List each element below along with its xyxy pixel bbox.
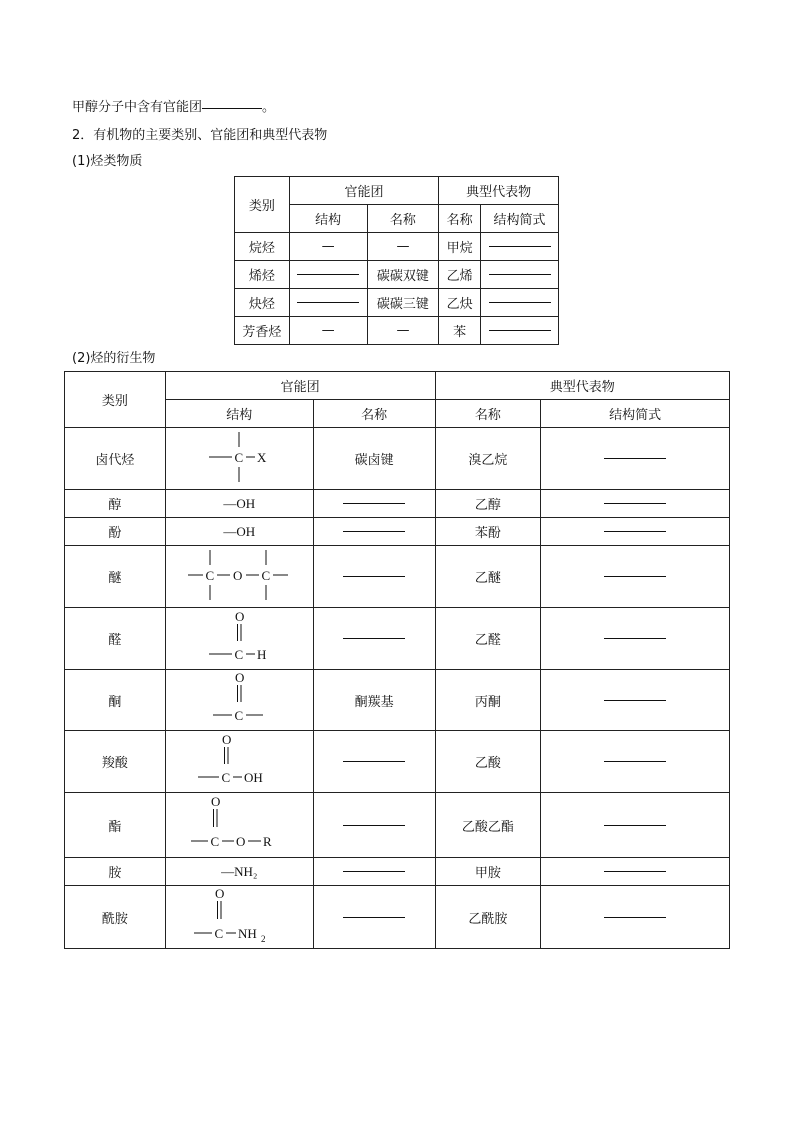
svg-text:O: O [233, 567, 243, 583]
ketone-formula [199, 670, 279, 726]
t2-structure: —OH [165, 518, 313, 546]
t2-category: 酯 [65, 793, 166, 858]
svg-text:O: O [235, 670, 245, 685]
svg-text:C: C [210, 834, 220, 849]
t1-row [235, 233, 559, 261]
intro-text: 甲醇分子中含有官能团 [72, 100, 203, 115]
t1-category: 烯烃 [235, 261, 290, 289]
intro-line [72, 96, 275, 115]
t1-structure-blank[interactable] [289, 261, 367, 289]
t2-rep: 乙醇 [435, 490, 541, 518]
t1-rep: 甲烷 [439, 233, 481, 261]
t2-row [65, 858, 730, 886]
t1-h-name: 名称 [367, 205, 439, 233]
svg-text:O: O [235, 608, 245, 624]
svg-text:X: X [257, 449, 267, 465]
t1-h-structure: 结构 [289, 205, 367, 233]
t2-rep: 丙酮 [435, 670, 541, 731]
t1-structure: — [289, 233, 367, 261]
t2-simple-blank[interactable] [541, 858, 730, 886]
t1-structure: — [289, 317, 367, 345]
t2-rep: 乙酸乙酯 [435, 793, 541, 858]
t1-rep: 乙烯 [439, 261, 481, 289]
t2-simple-blank[interactable] [541, 490, 730, 518]
t2-structure: —NH₂ [165, 858, 313, 886]
t2-row [65, 793, 730, 858]
t2-category: 胺 [65, 858, 166, 886]
t1-h-simple: 结构简式 [481, 205, 559, 233]
svg-text:H: H [257, 646, 267, 662]
t2-simple-blank[interactable] [541, 731, 730, 793]
t2-name-blank[interactable] [313, 518, 435, 546]
t2-category: 酚 [65, 518, 166, 546]
svg-text:C: C [234, 708, 244, 723]
section2-title: 2．有机物的主要类别、官能团和典型代表物 [72, 128, 328, 143]
t2-simple-blank[interactable] [541, 608, 730, 670]
aldehyde-formula [199, 609, 279, 665]
sub1-title: (1)烃类物质 [72, 154, 143, 169]
derivative-table [64, 371, 730, 949]
svg-text:R: R [263, 834, 272, 849]
t2-h-fg: 官能团 [165, 372, 435, 400]
svg-text:C: C [234, 646, 244, 662]
t2-row [65, 886, 730, 949]
hydrocarbon-table [234, 176, 559, 345]
svg-text:C: C [205, 567, 215, 583]
svg-text:O: O [222, 731, 232, 747]
t1-name: 碳碳双键 [367, 261, 439, 289]
svg-text:C: C [234, 449, 244, 465]
t1-h-category: 类别 [235, 177, 290, 233]
sub2-title: (2)烃的衍生物 [72, 351, 156, 366]
t2-structure-formula [165, 546, 313, 608]
t2-rep: 乙醚 [435, 546, 541, 608]
t1-simple-blank[interactable] [481, 233, 559, 261]
t2-simple-blank[interactable] [541, 793, 730, 858]
t2-row [65, 490, 730, 518]
t2-row [65, 608, 730, 670]
t2-category: 醇 [65, 490, 166, 518]
t2-row [65, 731, 730, 793]
carboxyl-formula [194, 732, 284, 788]
ester-formula [191, 794, 287, 852]
t2-name: 碳卤键 [313, 428, 435, 490]
t2-name-blank[interactable] [313, 886, 435, 949]
t2-structure-formula [165, 428, 313, 490]
intro-end: 。 [262, 100, 276, 115]
t2-category: 醛 [65, 608, 166, 670]
t2-structure-formula [165, 731, 313, 793]
t1-simple-blank[interactable] [481, 317, 559, 345]
t1-category: 烷烃 [235, 233, 290, 261]
t2-name-blank[interactable] [313, 490, 435, 518]
svg-text:O: O [236, 834, 246, 849]
t2-row [65, 518, 730, 546]
t2-rep: 乙酸 [435, 731, 541, 793]
t2-name-blank[interactable] [313, 608, 435, 670]
amide-formula [194, 886, 284, 944]
t2-rep: 苯酚 [435, 518, 541, 546]
t1-h-rep: 典型代表物 [439, 177, 559, 205]
t1-name: 碳碳三键 [367, 289, 439, 317]
t2-simple-blank[interactable] [541, 428, 730, 490]
t2-rep: 乙酰胺 [435, 886, 541, 949]
t2-row [65, 670, 730, 731]
t2-rep: 乙醛 [435, 608, 541, 670]
t2-simple-blank[interactable] [541, 886, 730, 949]
t2-simple-blank[interactable] [541, 546, 730, 608]
t2-rep: 溴乙烷 [435, 428, 541, 490]
t1-category: 炔烃 [235, 289, 290, 317]
svg-text:2: 2 [261, 934, 266, 944]
t2-name: 酮羰基 [313, 670, 435, 731]
svg-text:O: O [211, 794, 221, 809]
t2-h-rep-name: 名称 [435, 400, 541, 428]
t2-h-category: 类别 [65, 372, 166, 428]
t1-category: 芳香烃 [235, 317, 290, 345]
t1-simple-blank[interactable] [481, 261, 559, 289]
answer-blank [202, 107, 262, 109]
t2-structure-formula [165, 670, 313, 731]
t2-h-structure: 结构 [165, 400, 313, 428]
t1-simple-blank[interactable] [481, 289, 559, 317]
t2-h-rep: 典型代表物 [435, 372, 729, 400]
t1-row [235, 289, 559, 317]
t2-structure-formula [165, 608, 313, 670]
t1-name: — [367, 233, 439, 261]
t2-structure: —OH [165, 490, 313, 518]
ether-formula [184, 548, 294, 602]
t2-name-blank[interactable] [313, 731, 435, 793]
t1-row [235, 261, 559, 289]
t2-category: 卤代烃 [65, 428, 166, 490]
t2-simple-blank[interactable] [541, 670, 730, 731]
t1-row [235, 317, 559, 345]
t1-rep: 乙炔 [439, 289, 481, 317]
t2-structure-formula [165, 793, 313, 858]
svg-text:O: O [215, 886, 225, 901]
t2-category: 酰胺 [65, 886, 166, 949]
t2-row [65, 546, 730, 608]
t2-category: 醚 [65, 546, 166, 608]
t2-h-name: 名称 [313, 400, 435, 428]
t2-name-blank[interactable] [313, 793, 435, 858]
t2-h-simple: 结构简式 [541, 400, 730, 428]
t2-structure-formula [165, 886, 313, 949]
t2-simple-blank[interactable] [541, 518, 730, 546]
svg-text:C: C [221, 769, 231, 785]
svg-text:OH: OH [244, 769, 264, 785]
t2-name-blank[interactable] [313, 546, 435, 608]
t2-rep: 甲胺 [435, 858, 541, 886]
t2-row [65, 428, 730, 490]
svg-text:NH: NH [238, 926, 258, 941]
t2-category: 酮 [65, 670, 166, 731]
svg-text:C: C [261, 567, 271, 583]
haloalkane-formula [199, 430, 279, 484]
t1-h-rep-name: 名称 [439, 205, 481, 233]
t2-name-blank[interactable] [313, 858, 435, 886]
t1-rep: 苯 [439, 317, 481, 345]
t1-structure-blank[interactable] [289, 289, 367, 317]
t1-name: — [367, 317, 439, 345]
t1-h-fg: 官能团 [289, 177, 439, 205]
t2-category: 羧酸 [65, 731, 166, 793]
svg-text:C: C [214, 926, 224, 941]
